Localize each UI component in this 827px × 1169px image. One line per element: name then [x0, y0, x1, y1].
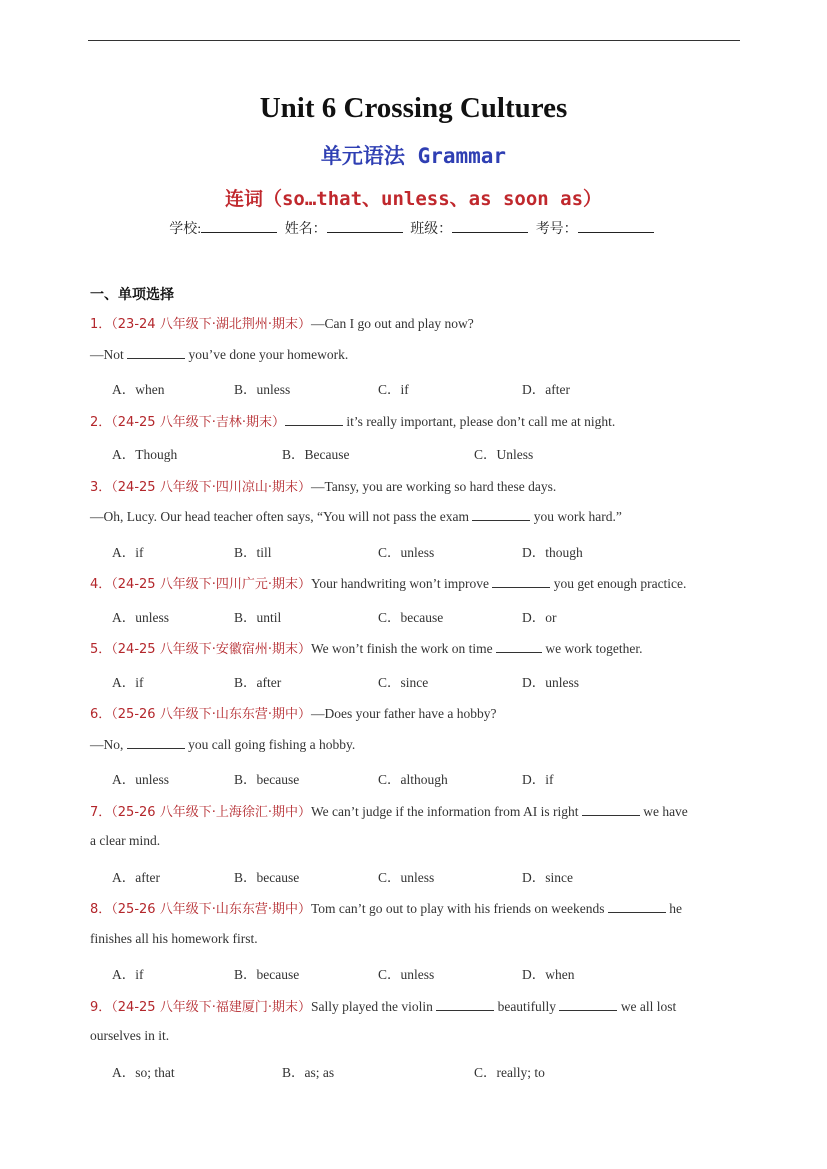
question-text: Your handwriting won’t improve: [310, 576, 493, 591]
question-4: [90, 573, 686, 592]
name-label: 姓名：: [284, 222, 327, 237]
student-info-line: [0, 218, 827, 238]
question-3: [90, 476, 556, 495]
option-d[interactable]: D．or: [522, 610, 557, 625]
question-text: —Tansy, you are working so hard these days.: [310, 479, 557, 494]
option-a[interactable]: A．so; that: [112, 1065, 175, 1080]
question-number: 5．: [90, 642, 112, 657]
section-title: 一、单项选择: [90, 287, 174, 303]
question-text: We can’t judge if the information from AI is right: [310, 804, 582, 819]
question-2-options: [112, 443, 732, 461]
question-text: Tom can’t go out to play with his friends on weekends: [310, 901, 608, 916]
exam-number-blank[interactable]: [578, 220, 654, 233]
class-blank[interactable]: [452, 220, 528, 233]
question-3-line2: [90, 508, 622, 525]
question-text: we work together.: [541, 641, 643, 656]
question-1-options: [112, 378, 732, 396]
answer-blank[interactable]: [285, 413, 343, 426]
option-c[interactable]: C．Unless: [474, 447, 534, 462]
question-number: 1．: [90, 317, 112, 332]
question-source: （23-24 八年级下·湖北荆州·期末）: [111, 317, 311, 332]
page-title: Unit 6 Crossing Cultures: [259, 92, 568, 124]
option-d[interactable]: D．unless: [522, 675, 579, 690]
class-label: 班级：: [410, 222, 453, 237]
question-text: —Can I go out and play now?: [310, 316, 474, 331]
option-d[interactable]: D．since: [522, 870, 573, 885]
question-text: Sally played the violin: [310, 999, 437, 1014]
question-1: [90, 313, 474, 332]
question-text: you get enough practice.: [550, 576, 687, 591]
question-9: [90, 996, 676, 1015]
page-subtitle: 单元语法 Grammar: [320, 144, 507, 168]
question-7-options: [112, 866, 732, 884]
answer-blank[interactable]: [127, 736, 185, 749]
question-number: 4．: [90, 577, 112, 592]
question-source: （25-26 八年级下·上海徐汇·期中）: [111, 805, 311, 820]
question-number: 6．: [90, 707, 112, 722]
question-2: [90, 411, 615, 430]
option-d[interactable]: D．though: [522, 545, 583, 560]
option-c[interactable]: C．really; to: [474, 1065, 545, 1080]
question-6-line2: [90, 736, 355, 753]
option-d[interactable]: D．when: [522, 967, 575, 982]
option-b[interactable]: B．because: [234, 870, 300, 885]
option-c[interactable]: C．unless: [378, 967, 435, 982]
question-text: we all lost: [617, 999, 677, 1014]
question-text: —No,: [90, 737, 127, 752]
answer-blank-1[interactable]: [436, 998, 494, 1011]
question-number: 8．: [90, 902, 112, 917]
question-text: beautifully: [494, 999, 560, 1014]
answer-blank[interactable]: [608, 900, 666, 913]
question-text: —Not: [90, 347, 128, 362]
answer-blank[interactable]: [127, 346, 185, 359]
question-6-options: [112, 768, 732, 786]
answer-blank-2[interactable]: [559, 998, 617, 1011]
question-source: （24-25 八年级下·福建厦门·期末）: [111, 1000, 311, 1015]
option-a[interactable]: A．when: [112, 382, 165, 397]
exam-number-label: 考号：: [535, 222, 578, 237]
question-source: （25-26 八年级下·山东东营·期中）: [111, 707, 311, 722]
option-c[interactable]: C．although: [378, 772, 448, 787]
question-7-line2: a clear mind.: [90, 833, 161, 848]
option-b[interactable]: B．Because: [282, 447, 350, 462]
question-number: 3．: [90, 480, 112, 495]
question-text: you’ve done your homework.: [185, 347, 349, 362]
school-blank[interactable]: [201, 220, 277, 233]
option-c[interactable]: C．because: [378, 610, 444, 625]
option-b[interactable]: B．because: [234, 967, 300, 982]
answer-blank[interactable]: [496, 640, 542, 653]
question-9-options: [112, 1061, 732, 1079]
question-number: 2．: [90, 415, 112, 430]
question-number: 9．: [90, 1000, 112, 1015]
question-source: （24-25 八年级下·四川广元·期末）: [111, 577, 311, 592]
option-c[interactable]: C．since: [378, 675, 429, 690]
question-text: we have: [639, 804, 688, 819]
option-a[interactable]: A．unless: [112, 772, 169, 787]
school-label: 学校:: [169, 222, 202, 237]
option-c[interactable]: C．unless: [378, 870, 435, 885]
question-8: [90, 898, 682, 917]
question-text: you work hard.”: [530, 509, 622, 524]
question-1-line2: [90, 346, 348, 363]
option-a[interactable]: A．if: [112, 675, 144, 690]
option-b[interactable]: B．because: [234, 772, 300, 787]
question-source: （24-25 八年级下·吉林·期末）: [111, 415, 285, 430]
option-a[interactable]: A．Though: [112, 447, 178, 462]
answer-blank[interactable]: [472, 508, 530, 521]
question-8-line2: finishes all his homework first.: [90, 931, 258, 946]
question-5-options: [112, 671, 732, 689]
question-source: （24-25 八年级下·安徽宿州·期末）: [111, 642, 311, 657]
option-b[interactable]: B．unless: [234, 382, 291, 397]
option-b[interactable]: B．until: [234, 610, 282, 625]
option-b[interactable]: B．till: [234, 545, 272, 560]
option-b[interactable]: B．as; as: [282, 1065, 335, 1080]
answer-blank[interactable]: [492, 575, 550, 588]
option-d[interactable]: D．after: [522, 382, 570, 397]
question-number: 7．: [90, 805, 112, 820]
question-6: [90, 703, 497, 722]
option-a[interactable]: A．if: [112, 967, 144, 982]
option-a[interactable]: A．if: [112, 545, 144, 560]
question-source: （24-25 八年级下·四川凉山·期末）: [111, 480, 311, 495]
question-text: he: [665, 901, 682, 916]
question-4-options: [112, 606, 732, 624]
question-8-options: [112, 963, 732, 981]
option-c[interactable]: C．if: [378, 382, 409, 397]
answer-blank[interactable]: [582, 803, 640, 816]
name-blank[interactable]: [327, 220, 403, 233]
option-d[interactable]: D．if: [522, 772, 554, 787]
option-a[interactable]: A．after: [112, 870, 160, 885]
question-text: We won’t finish the work on time: [310, 641, 496, 656]
question-5: [90, 638, 642, 657]
header-rule: [88, 40, 740, 41]
question-7: [90, 801, 688, 820]
option-b[interactable]: B．after: [234, 675, 282, 690]
question-text: it’s really important, please don’t call me at night.: [342, 414, 616, 429]
question-text: —Oh, Lucy. Our head teacher often says, “You will not pass the exam: [90, 509, 473, 524]
question-source: （25-26 八年级下·山东东营·期中）: [111, 902, 311, 917]
topic-heading: 连词（so…that、unless、as soon as）: [224, 188, 603, 210]
question-text: you call going fishing a hobby.: [184, 737, 356, 752]
option-a[interactable]: A．unless: [112, 610, 169, 625]
question-text: —Does your father have a hobby?: [310, 706, 497, 721]
question-9-line2: ourselves in it.: [90, 1028, 170, 1043]
question-3-options: [112, 541, 732, 559]
option-c[interactable]: C．unless: [378, 545, 435, 560]
